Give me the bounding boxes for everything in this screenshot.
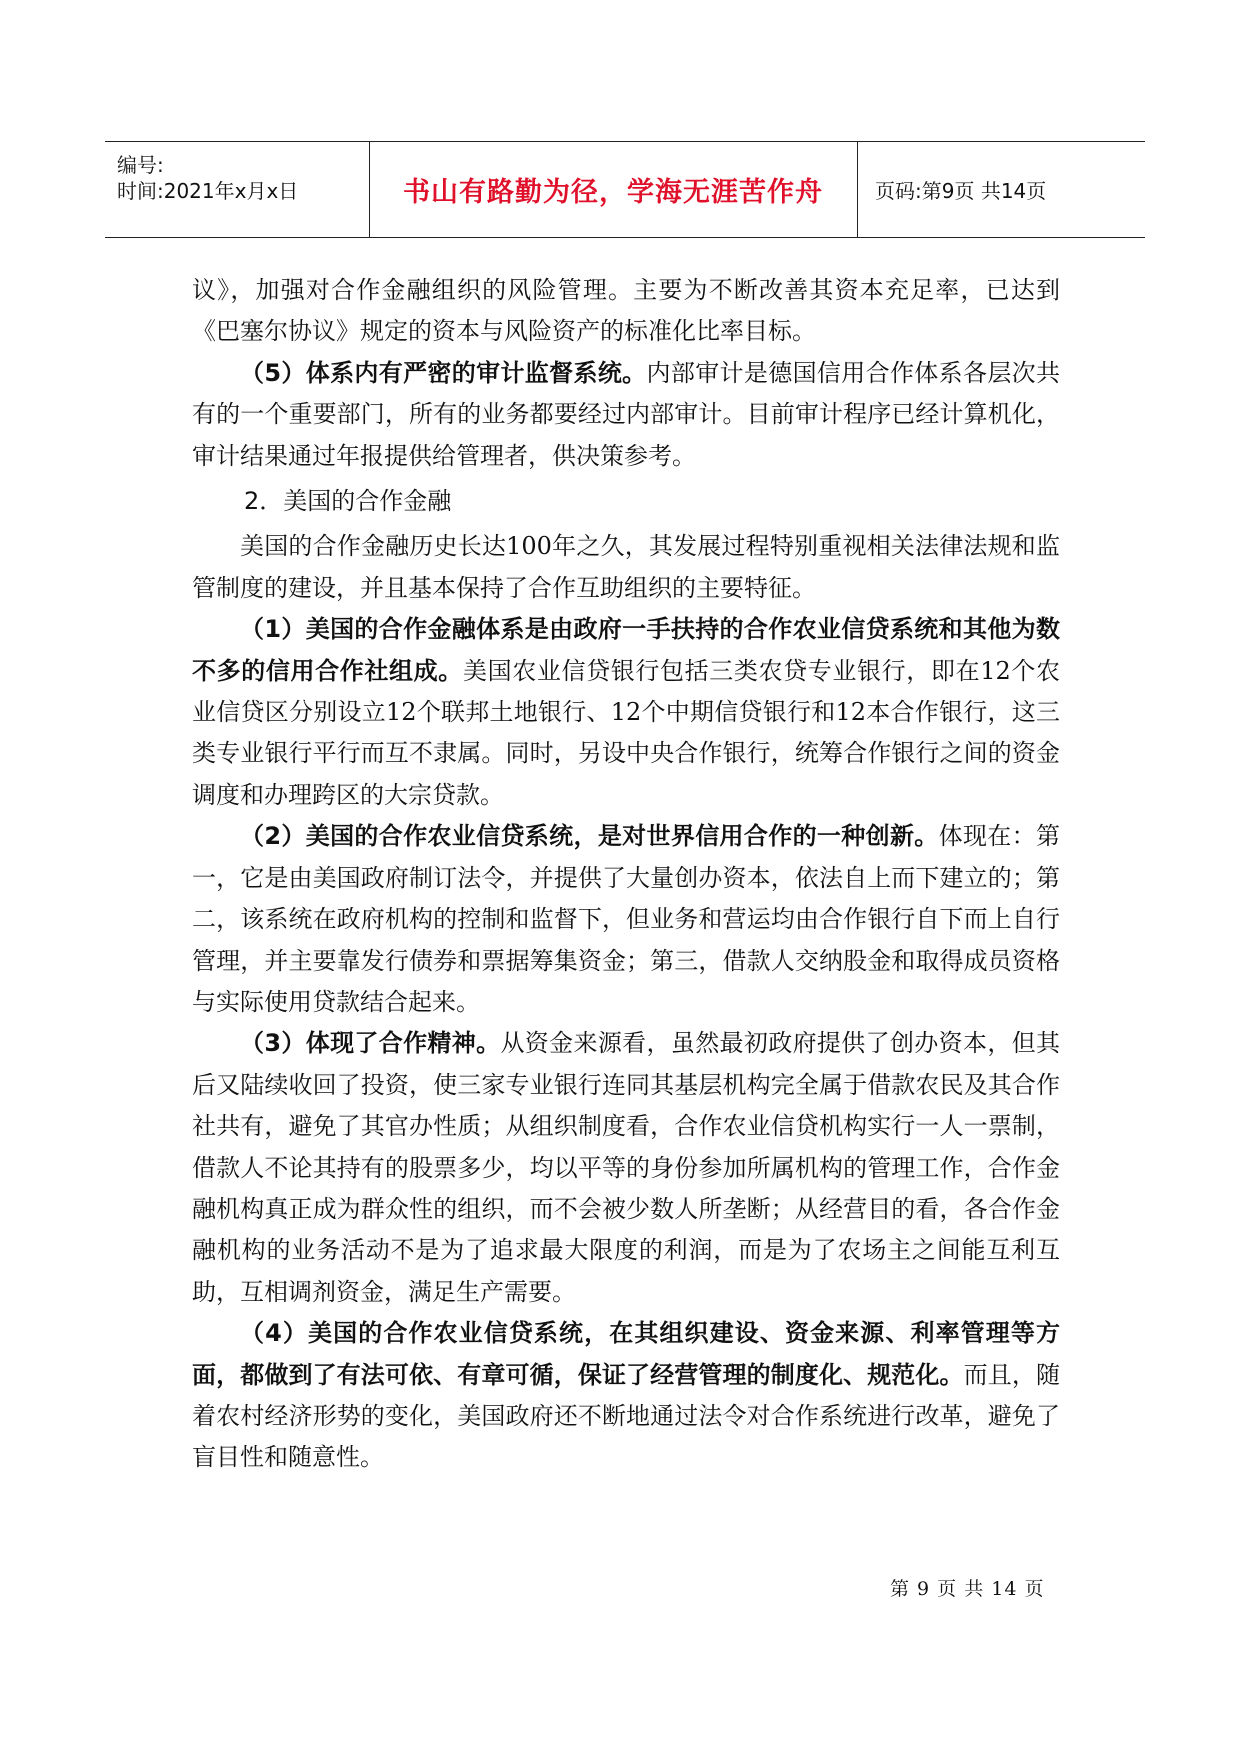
- page-info: 页码:第9页 共14页: [875, 179, 1047, 203]
- date-label: 时间:2021年x月x日: [117, 179, 299, 203]
- page-footer: 第 9 页 共 14 页: [890, 1578, 1045, 1600]
- paragraph: （2）美国的合作农业信贷系统，是对世界信用合作的一种创新。体现在：第一，它是由美国政府制订法令，并提供了大量创办资本，依法自上而下建立的；第二，该系统在政府机构的控制和监督下，但业务和营运均由合作银行自下而上自行管理，并主要靠发行债券和票据筹集资金；第三，借款人交纳股金和取得成员资格与实际使用贷款结合起来。: [192, 822, 1060, 1016]
- header-divider: [857, 142, 858, 237]
- paragraph: （1）美国的合作金融体系是由政府一手扶持的合作农业信贷系统和其他为数不多的信用合作社组成。美国农业信贷银行包括三类农贷专业银行，即在12个农业信贷区分别设立12个联邦土地银行、12个中期信贷银行和12本合作银行，这三类专业银行平行而互不隶属。同时，另设中央合作银行，统筹合作银行之间的资金调度和办理跨区的大宗贷款。: [192, 615, 1061, 809]
- section-heading: 2．美国的合作金融: [244, 487, 452, 516]
- header-table: [105, 141, 1145, 238]
- paragraph: （4）美国的合作农业信贷系统，在其组织建设、资金来源、利率管理等方面，都做到了有法可依、有章可循，保证了经营管理的制度化、规范化。而且，随着农村经济形势的变化，美国政府还不断地通过法令对合作系统进行改革，避免了盲目性和随意性。: [192, 1319, 1060, 1472]
- paragraph: 议》，加强对合作金融组织的风险管理。主要为不断改善其资本充足率，已达到《巴塞尔协议》规定的资本与风险资产的标准化比率目标。: [192, 276, 1060, 346]
- document-body: [192, 270, 1060, 1479]
- paragraph: 美国的合作金融历史长达100年之久，其发展过程特别重视相关法律法规和监管制度的建设，并且基本保持了合作互助组织的主要特征。: [192, 532, 1060, 602]
- header-motto: 书山有路勤为径，学海无涯苦作舟: [403, 177, 823, 208]
- paragraph: （5）体系内有严密的审计监督系统。内部审计是德国信用合作体系各层次共有的一个重要部门，所有的业务都要经过内部审计。目前审计程序已经计算机化，审计结果通过年报提供给管理者，供决策参考。: [192, 358, 1061, 470]
- serial-label: 编号:: [117, 153, 164, 177]
- paragraph: （3）体现了合作精神。从资金来源看，虽然最初政府提供了创办资本，但其后又陆续收回了投资，使三家专业银行连同其基层机构完全属于借款农民及其合作社共有，避免了其官办性质；从组织制度看，合作农业信贷机构实行一人一票制，借款人不论其持有的股票多少，均以平等的身份参加所属机构的管理工作，合作金融机构真正成为群众性的组织，而不会被少数人所垄断；从经营目的看，各合作金融机构的业务活动不是为了追求最大限度的利润，而是为了农场主之间能互利互助，互相调剂资金，满足生产需要。: [192, 1029, 1060, 1306]
